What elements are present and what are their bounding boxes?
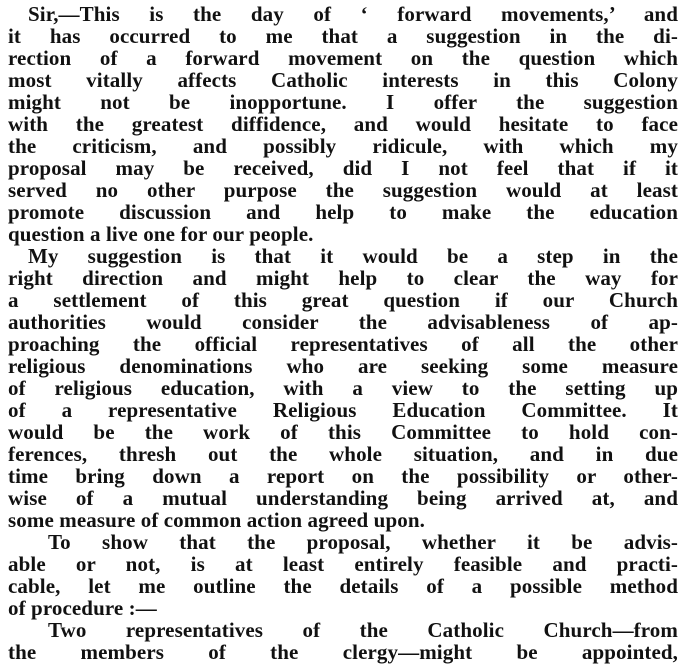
text-line: Sir,—This is the day of ‘ forward movements,’ and bbox=[28, 2, 678, 26]
text-line: promote discussion and help to make the education bbox=[8, 200, 678, 224]
text-line: To show that the proposal, whether it be advis- bbox=[48, 530, 678, 554]
text-line: of a representative Religious Education Committee. It bbox=[8, 398, 678, 422]
text-line: of procedure :— bbox=[8, 596, 157, 620]
text-line: with the greatest diffidence, and would hesitate to face bbox=[8, 112, 678, 136]
text-line: might not be inopportune. I offer the suggestion bbox=[8, 90, 678, 114]
text-line: rection of a forward movement on the question which bbox=[8, 46, 678, 70]
text-line: able or not, is at least entirely feasible and practi- bbox=[8, 552, 678, 576]
text-line: of religious education, with a view to the setting up bbox=[8, 376, 678, 400]
newspaper-letter-column bbox=[8, 0, 680, 666]
text-line: the criticism, and possibly ridicule, with which my bbox=[8, 134, 678, 158]
text-line: My suggestion is that it would be a step in the bbox=[28, 244, 678, 268]
text-line: most vitally affects Catholic interests in this Colony bbox=[8, 68, 678, 92]
text-line: right direction and might help to clear the way for bbox=[8, 266, 678, 290]
text-line: the members of the clergy—might be appointed, bbox=[8, 640, 678, 664]
text-line: Two representatives of the Catholic Church—from bbox=[48, 618, 678, 642]
text-line: proaching the official representatives of all the other bbox=[8, 332, 678, 356]
text-line: authorities would consider the advisableness of ap- bbox=[8, 310, 678, 334]
text-line: religious denominations who are seeking some measure bbox=[8, 354, 678, 378]
text-line: proposal may be received, did I not feel that if it bbox=[8, 156, 678, 180]
text-line: question a live one for our people. bbox=[8, 222, 314, 246]
text-line: some measure of common action agreed upon. bbox=[8, 508, 425, 532]
text-line: wise of a mutual understanding being arrived at, and bbox=[8, 486, 678, 510]
text-line: ferences, thresh out the whole situation, and in due bbox=[8, 442, 678, 466]
text-line: served no other purpose the suggestion would at least bbox=[8, 178, 678, 202]
text-line: would be the work of this Committee to hold con- bbox=[8, 420, 678, 444]
text-line: a settlement of this great question if our Church bbox=[8, 288, 678, 312]
text-line: cable, let me outline the details of a possible method bbox=[8, 574, 678, 598]
text-line: time bring down a report on the possibility or other- bbox=[8, 464, 678, 488]
text-line: it has occurred to me that a suggestion in the di- bbox=[8, 24, 678, 48]
